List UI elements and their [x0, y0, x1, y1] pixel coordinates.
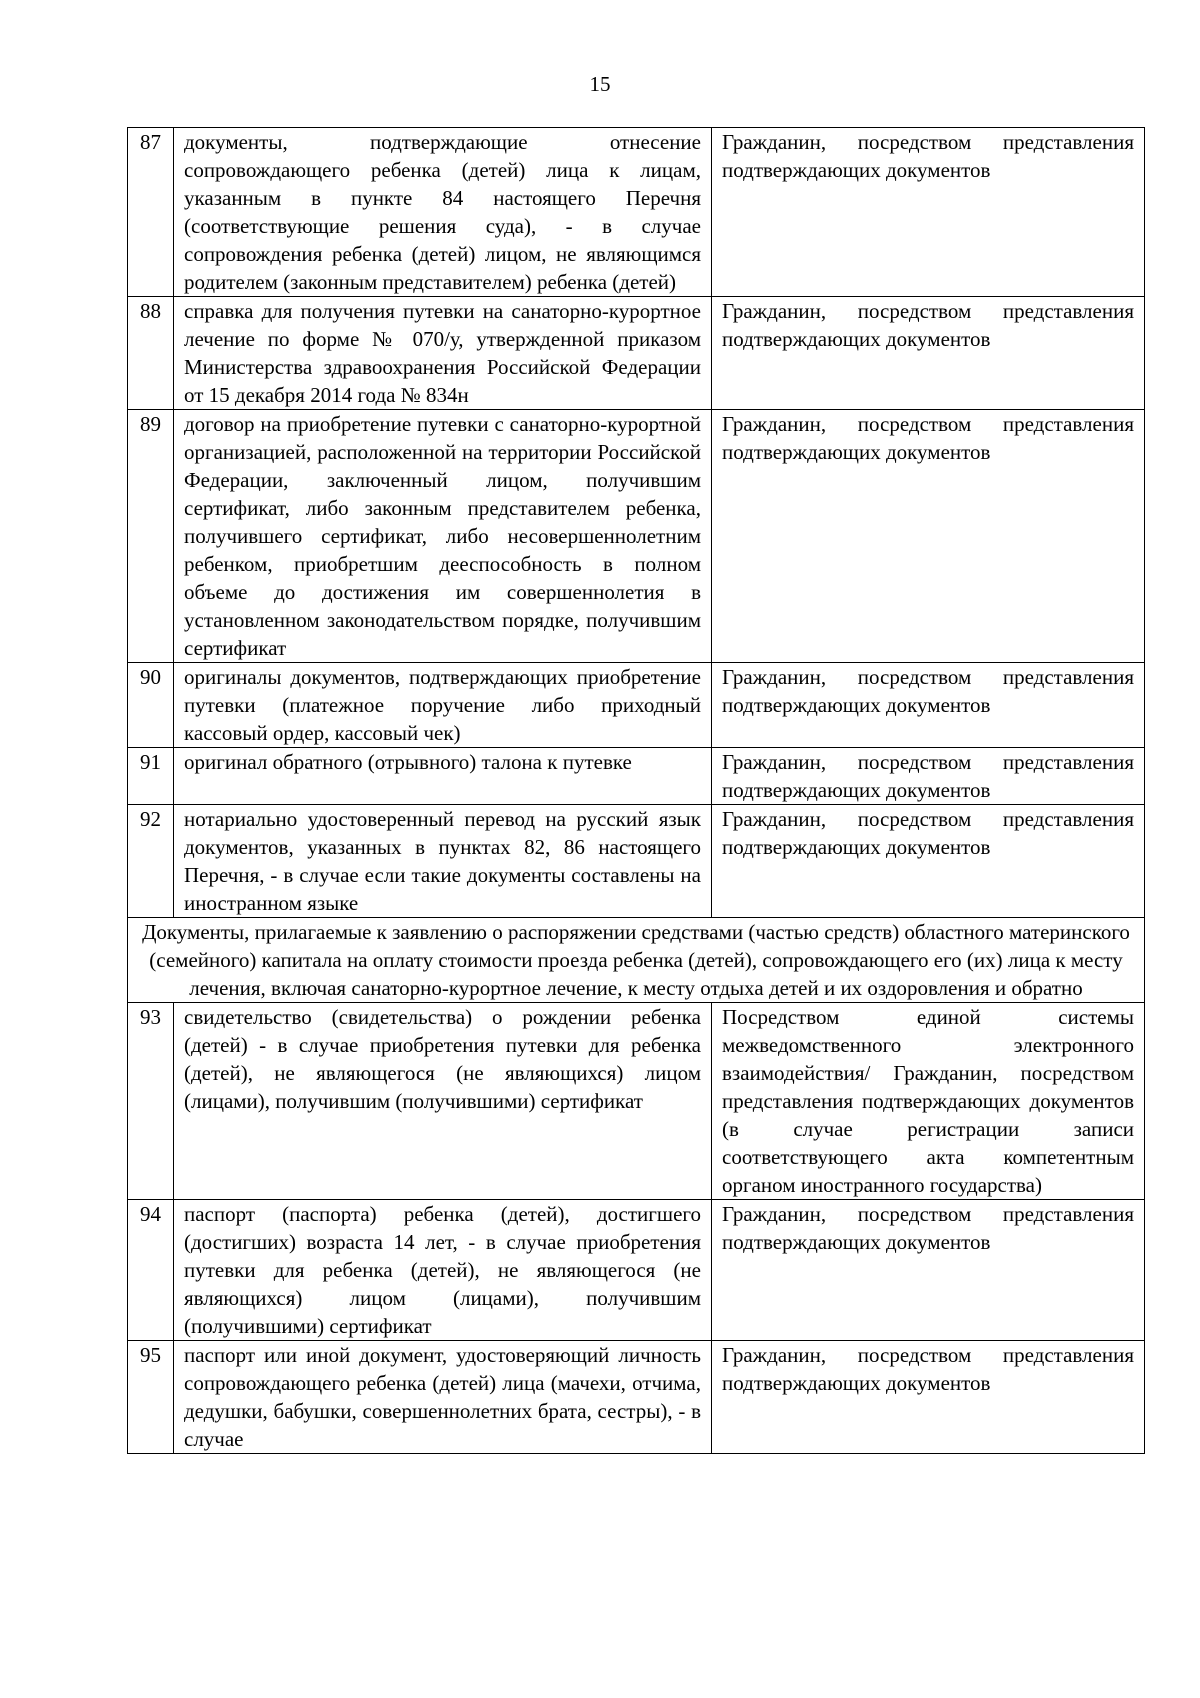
row-number: 91	[128, 748, 174, 805]
row-number: 95	[128, 1341, 174, 1454]
document-description: документы, подтверждающие отнесение сопровождающего ребенка (детей) лица к лицам, указанным в пункте 84 настоящего Перечня (соответствующие решения суда), - в случае сопровождения ребенка (детей) лицом, не являющимся родителем (законным представителем) ребенка (детей)	[174, 128, 712, 297]
document-description: оригиналы документов, подтверждающих приобретение путевки (платежное поручение либо приходный кассовый ордер, кассовый чек)	[174, 663, 712, 748]
document-source: Гражданин, посредством представления подтверждающих документов	[712, 410, 1145, 663]
document-source: Гражданин, посредством представления подтверждающих документов	[712, 748, 1145, 805]
row-number: 88	[128, 297, 174, 410]
section-heading: Документы, прилагаемые к заявлению о распоряжении средствами (частью средств) областного материнского (семейного) капитала на оплату стоимости проезда ребенка (детей), сопровождающего его (их) лица к месту лечения, включая санаторно-курортное лечение, к месту отдыха детей и их оздоровления и обратно	[128, 918, 1145, 1003]
document-source: Гражданин, посредством представления подтверждающих документов	[712, 297, 1145, 410]
table-row	[128, 1003, 1145, 1200]
row-number: 90	[128, 663, 174, 748]
table-row	[128, 410, 1145, 663]
row-number: 87	[128, 128, 174, 297]
table-row	[128, 1200, 1145, 1341]
document-source: Гражданин, посредством представления подтверждающих документов	[712, 1341, 1145, 1454]
document-source: Гражданин, посредством представления подтверждающих документов	[712, 805, 1145, 918]
document-description: договор на приобретение путевки с санаторно-курортной организацией, расположенной на территории Российской Федерации, заключенный лицом, получившим сертификат, либо законным представителем ребенка, получившего сертификат, либо несовершеннолетним ребенком, приобретшим дееспособность в полном объеме до достижения им совершеннолетия в установленном законодательством порядке, получившим сертификат	[174, 410, 712, 663]
table-row	[128, 1341, 1145, 1454]
row-number: 93	[128, 1003, 174, 1200]
page-number: 15	[589, 72, 611, 96]
document-source: Гражданин, посредством представления подтверждающих документов	[712, 663, 1145, 748]
document-description: оригинал обратного (отрывного) талона к путевке	[174, 748, 712, 805]
table-row	[128, 748, 1145, 805]
document-description: справка для получения путевки на санаторно-курортное лечение по форме № 070/у, утвержденной приказом Министерства здравоохранения Российской Федерации от 15 декабря 2014 года № 834н	[174, 297, 712, 410]
document-description: паспорт или иной документ, удостоверяющий личность сопровождающего ребенка (детей) лица (мачехи, отчима, дедушки, бабушки, совершеннолетних брата, сестры), - в случае	[174, 1341, 712, 1454]
row-number: 94	[128, 1200, 174, 1341]
table-row	[128, 805, 1145, 918]
row-number: 92	[128, 805, 174, 918]
document-source: Гражданин, посредством представления подтверждающих документов	[712, 128, 1145, 297]
table-row	[128, 297, 1145, 410]
table-row	[128, 128, 1145, 297]
documents-table	[127, 127, 1145, 1454]
row-number: 89	[128, 410, 174, 663]
table-row	[128, 663, 1145, 748]
document-description: свидетельство (свидетельства) о рождении ребенка (детей) - в случае приобретения путевки для ребенка (детей), не являющегося (не являющихся) лицом (лицами), получившим (получившими) сертификат	[174, 1003, 712, 1200]
document-source: Гражданин, посредством представления подтверждающих документов	[712, 1200, 1145, 1341]
document-description: паспорт (паспорта) ребенка (детей), достигшего (достигших) возраста 14 лет, - в случае приобретения путевки для ребенка (детей), не являющегося (не являющихся) лицом (лицами), получившим (получившими) сертификат	[174, 1200, 712, 1341]
section-heading-row	[128, 918, 1145, 1003]
document-description: нотариально удостоверенный перевод на русский язык документов, указанных в пунктах 82, 86 настоящего Перечня, - в случае если такие документы составлены на иностранном языке	[174, 805, 712, 918]
document-source: Посредством единой системы межведомственного электронного взаимодействия/ Гражданин, посредством представления подтверждающих документов (в случае регистрации записи соответствующего акта компетентным органом иностранного государства)	[712, 1003, 1145, 1200]
